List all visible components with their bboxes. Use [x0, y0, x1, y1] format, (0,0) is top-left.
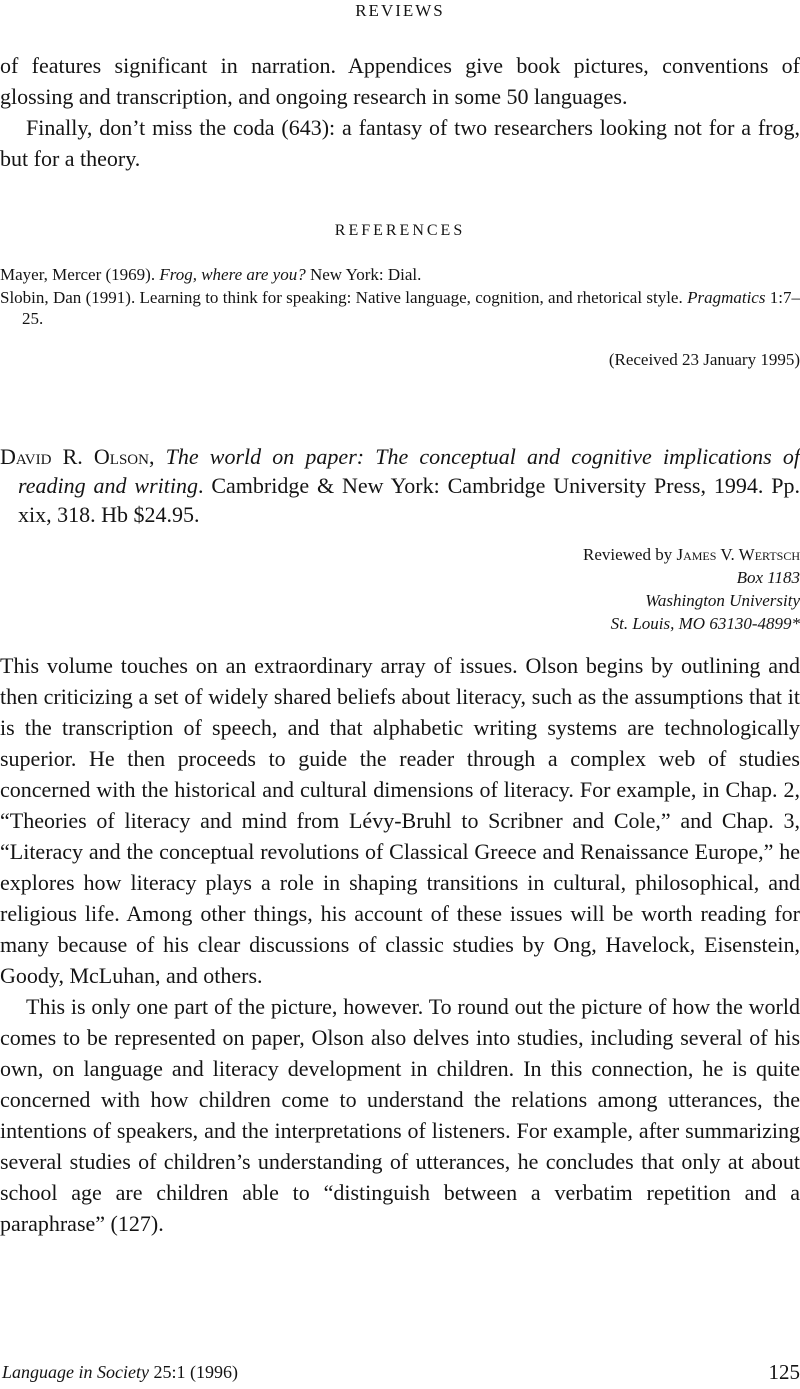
opening-section — [0, 50, 800, 174]
opening-paragraph-1: of features significant in narration. Appendices give book pictures, conventions of glossing and transcription, and ongoing research in some 50 languages. — [0, 53, 800, 109]
opening-paragraph-2: Finally, don’t miss the coda (643): a fantasy of two researchers looking not for a frog, but for a theory. — [0, 115, 800, 171]
body-paragraph-2: This is only one part of the picture, however. To round out the picture of how the world comes to be represented on paper, Olson also delves into studies, including several of his own, on language and literacy development in children. In this connection, he is quite concerned with how children come to understand the relations among utterances, the intentions of speakers, and the interpretations of listeners. For example, after summarizing several studies of children’s understanding of utterances, he concludes that only at about school age are children able to “distinguish between a verbatim repetition and a paraphrase” (127). — [0, 994, 800, 1236]
page-number: 125 — [768, 1360, 800, 1384]
reviewer-name: James V. Wertsch — [676, 545, 800, 564]
reviewer-block — [0, 543, 800, 635]
review-citation — [0, 442, 800, 529]
reviewer-address-line: St. Louis, MO 63130-4899* — [610, 614, 800, 633]
body-paragraph-1: This volume touches on an extraordinary array of issues. Olson begins by outlining and then criticizing a set of widely shared beliefs about literacy, such as the assumptions that it is the transcription of speech, and that alphabetic writing systems are technologically superior. He then proceeds to guide the reader through a complex web of studies concerned with the historical and cultural dimensions of literacy. For example, in Chap. 2, “Theories of literacy and mind from Lévy-Bruhl to Scribner and Cole,” and Chap. 3, “Literacy and the conceptual revolutions of Classical Greece and Renaissance Europe,” he explores how literacy plays a role in shaping transitions in cultural, philosophical, and religious life. Among other things, his account of these issues will be worth reading for many because of his clear discussions of classic studies by Ong, Havelock, Eisenstein, Goody, McLuhan, and others. — [0, 653, 800, 988]
reference-item — [0, 264, 800, 285]
publication-info: . Cambridge & New York: Cambridge University Press, 1994. Pp. xix, 318. Hb $24.95. — [18, 473, 800, 527]
references-heading: REFERENCES — [334, 222, 466, 239]
reference-rest: New York: Dial. — [305, 265, 422, 284]
received-date: (Received 23 January 1995) — [608, 350, 800, 369]
reference-item — [0, 287, 800, 329]
reference-author: Mayer, Mercer (1969). — [0, 265, 160, 284]
reference-rest: 1:7–25. — [22, 288, 800, 328]
journal-name: Language in Society — [2, 1362, 149, 1382]
book-author: David R. Olson — [0, 444, 149, 469]
review-header — [0, 442, 800, 529]
page-footer — [0, 1357, 800, 1387]
citation-comma: , — [148, 444, 166, 469]
reviewer-address-line: Washington University — [645, 591, 800, 610]
running-head: REVIEWS — [355, 1, 445, 20]
book-title: The world on paper: The conceptual and cognitive implications of reading and writing — [18, 444, 800, 498]
references-list — [0, 264, 800, 329]
journal-citation — [2, 1357, 238, 1387]
reviewed-by-label: Reviewed by — [583, 545, 677, 564]
reference-author: Slobin, Dan (1991). Learning to think for speaking: Native language, cognition, and rhetorical style. — [0, 288, 688, 307]
received-wrap — [0, 349, 800, 371]
review-body — [0, 650, 800, 1239]
journal-issue: 25:1 (1996) — [148, 1362, 238, 1382]
reviewer-address-line: Box 1183 — [736, 568, 800, 587]
reference-title: Frog, where are you? — [159, 265, 306, 284]
references-list-wrap — [0, 264, 800, 331]
reviewer-line — [0, 543, 800, 566]
references-section — [0, 222, 800, 240]
reference-title: Pragmatics — [687, 288, 766, 307]
